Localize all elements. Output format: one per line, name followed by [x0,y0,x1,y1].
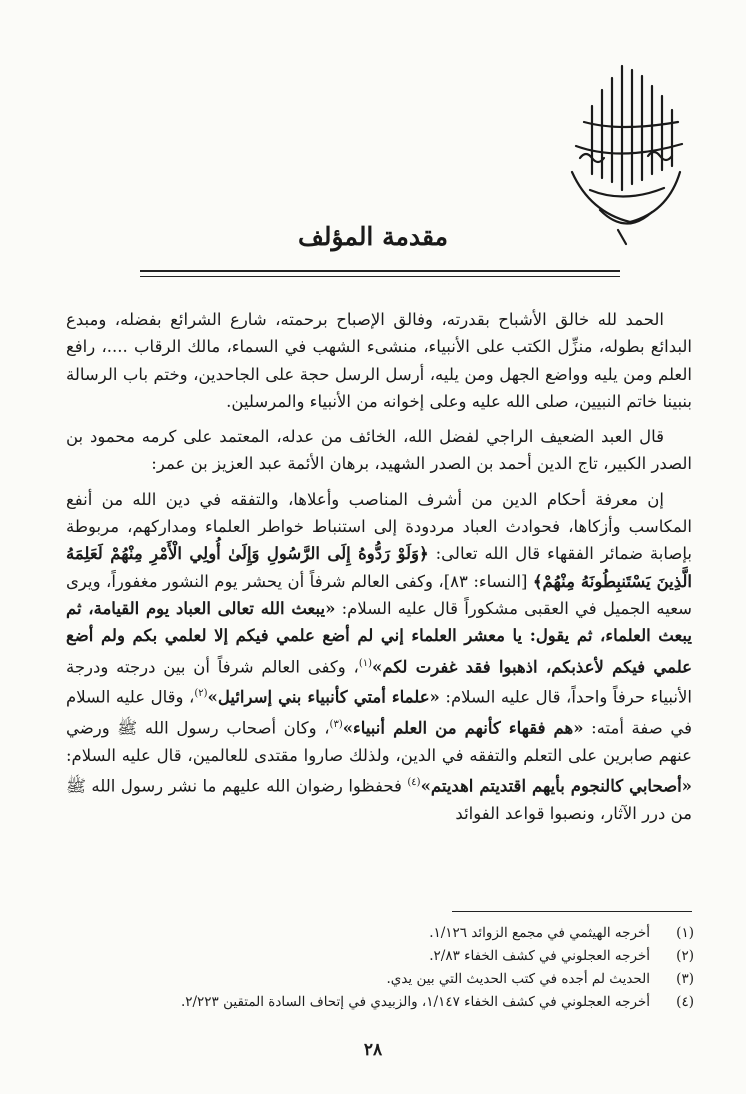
footnote-number: (٣) [676,971,694,987]
footnote [80,968,694,991]
footnote-number: (١) [676,925,694,941]
main-text [66,306,692,835]
text-run: إن معرفة أحكام الدين من أشرف المناصب وأعلاها، والتفقه في دين الله من أنفع المكاسب وأزكاها، فحوادث العباد مردودة إلى استنباط خواطر العلماء ومداركهم، مربوطة بإصابة ضمائر الفقهاء قال الله تعالى: [66,489,693,564]
title-rule-thin [140,276,620,277]
text-run: ، وكفى العالم شرفاً أن يحشر يوم النشور مغفوراً، ويرى سعيه الجميل في العقبى مشكوراً قال عليه السلام: [66,571,692,618]
basmala-calligraphy [560,62,690,247]
hadith-quote: «أصحابي كالنجوم بأيهم اقتديتم اهديتم» [420,776,692,796]
footnote-marker[interactable]: (٤) [407,777,421,789]
footnote [80,991,694,1014]
hadith-quote: «علماء أمتي كأنبياء بني إسرائيل» [207,687,440,707]
footnotes [80,922,694,1014]
footnote-text: أخرجه الهيثمي في مجمع الزوائد ١/١٢٦. [429,925,650,941]
paragraph-fiqh [66,486,692,828]
page-number: ٢٨ [363,1040,383,1060]
footnote [80,945,694,968]
footnote-text: الحديث لم أجده في كتب الحديث التي بين يدي. [386,971,650,987]
text-run: ، وقال عليه السلام في صفة أمته: [66,687,692,738]
footnote-marker[interactable]: (٢) [194,688,208,700]
quran-verse: ﴿وَلَوْ رَدُّوهُ إِلَى الرَّسُولِ وَإِلَىٰ أُولِي الْأَمْرِ مِنْهُمْ لَعَلِمَهُ الَّذِينَ يَسْتَنبِطُونَهُ مِنْهُمْ﴾ [66,544,693,591]
footnote [80,922,694,945]
text-run: ، وكفى العالم شرفاً أن بين درجته ودرجة الأنبياء حرفاً واحداً، قال عليه السلام: [66,657,692,707]
text-run: فحفظوا رضوان الله عليهم ما نشر رسول الله ﷺ من درر الآثار، ونصبوا قواعد الفوائد [66,776,692,824]
paragraph-opening: الحمد لله خالق الأشباح بقدرته، وفالق الإصباح برحمته، شارع الشرائع بفضله، ومبدع البدائع بطوله، منزِّل الكتب على الأنبياء، منشىء الشهب في السماء، مالك الرقاب ....، رافع العلم ومن يليه وواضع الجهل ومن يليه، أرسل الرسل حجة على الجاحدين، وختم باب الرسالة بنبينا خاتم النبيين، صلى الله عليه وعلى إخوانه من الأنبياء والمرسلين. [66,310,692,411]
footnote-number: (٤) [676,994,694,1010]
footnote-marker[interactable]: (٣) [329,719,343,731]
footnote-separator [452,911,692,912]
verse-reference: [النساء: ٨٣] [443,571,533,591]
text-run: ، وكان أصحاب رسول الله ﷺ ورضي عنهم صابرين على التعلم والتفقه في الدين، ولذلك صاروا مقتدى للعالمين، قال عليه السلام: [66,718,692,765]
footnote-text: أخرجه العجلوني في كشف الخفاء ١/١٤٧، والزبيدي في إتحاف السادة المتقين ٢/٢٢٣. [180,994,650,1010]
footnote-marker[interactable]: (١) [358,657,373,669]
hadith-quote: «هم فقهاء كأنهم من العلم أنبياء» [342,718,584,738]
paragraph-author: قال العبد الضعيف الراجي لفضل الله، الخائف من عدله، المعتمد على كرمه محمود بن الصدر الكبير، تاج الدين أحمد بن الصدر الشهيد، برهان الأئمة عبد العزيز بن عمر: [66,427,692,474]
hadith-quote: «يبعث الله تعالى العباد يوم القيامة، ثم يبعث العلماء، ثم يقول: يا معشر العلماء إني لم أضع علمي فيكم إلا لعلمي بكم ولم أضع علمي فيكم لأعذبكم، اذهبوا فقد غفرت لكم» [66,598,692,677]
footnote-text: أخرجه العجلوني في كشف الخفاء ٢/٨٣. [429,948,650,964]
footnote-number: (٢) [676,948,694,964]
title-rule-thick [140,270,620,272]
page-title: مقدمة المؤلف [297,222,449,251]
